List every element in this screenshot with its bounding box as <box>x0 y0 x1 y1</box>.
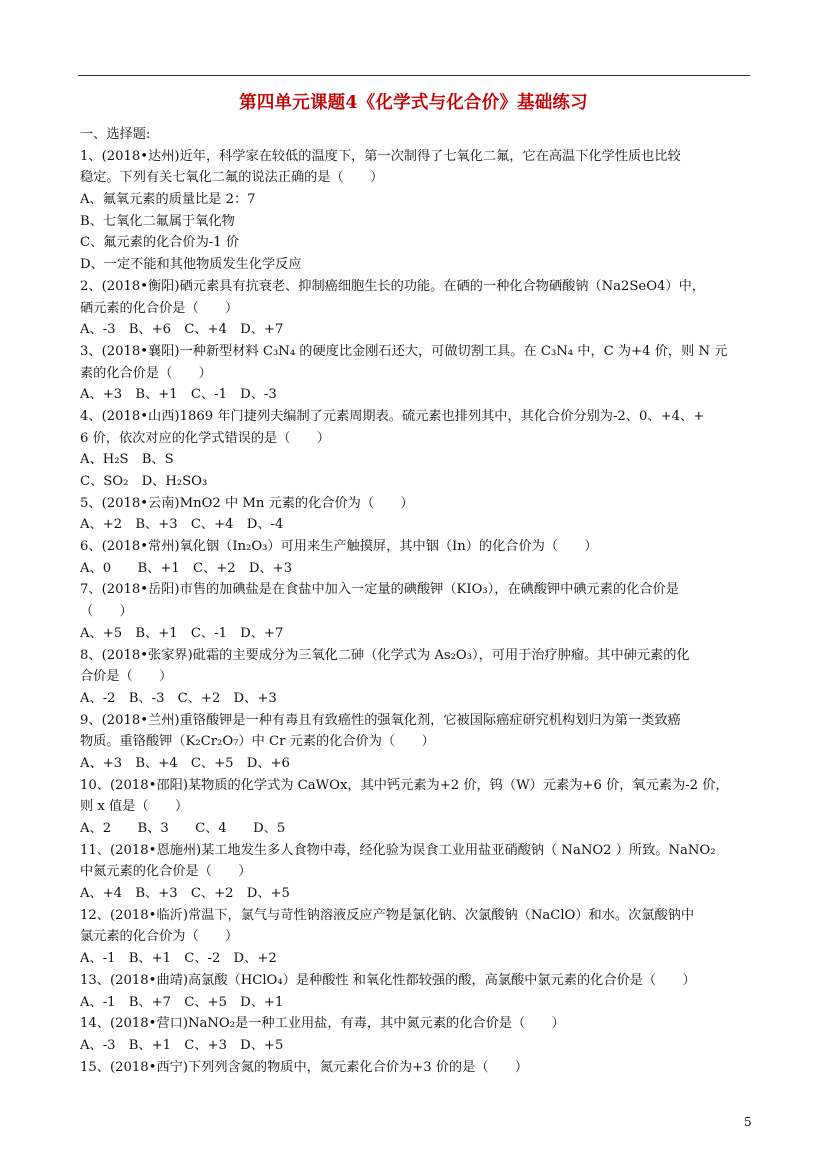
text-line: A、氟氧元素的质量比是 2：7 <box>80 192 256 208</box>
text-line: 物质。重铬酸钾（K₂Cr₂O₇）中 Cr 元素的化合价为（ ） <box>80 734 435 750</box>
text-line: A、-2 B、-3 C、+2 D、+3 <box>80 690 277 706</box>
text-line: 3、(2018•襄阳)一种新型材料 C₃N₄ 的硬度比金刚石还大，可做切割工具。在 C₃N₄ 中，C 为+4 价，则 N 元 <box>80 343 728 359</box>
text-line: 12、(2018•临沂)常温下，氯气与苛性钠溶液反应产物是氯化钠、次氯酸钠（NaClO）和水。次氯酸钠中 <box>80 907 695 923</box>
text-line: 稳定。下列有关七氧化二氟的说法正确的是（ ） <box>80 170 384 186</box>
text-line: （ ） <box>80 604 133 620</box>
text-line: 5、(2018•云南)MnO2 中 Mn 元素的化合价为（ ） <box>80 495 414 511</box>
text-line: A、+5 B、+1 C、-1 D、+7 <box>80 625 284 641</box>
text-line: A、+2 B、+3 C、+4 D、-4 <box>80 517 284 533</box>
text-line: 9、(2018•兰州)重铬酸钾是一种有毒且有致癌性的强氧化剂，它被国际癌症研究机构划归为第一类致癌 <box>80 712 681 728</box>
text-line: 11、(2018•恩施州)某工地发生多人食物中毒，经化验为误食工业用盐亚硝酸钠（ NaNO2 ）所致。NaNO₂ <box>80 842 716 858</box>
text-line: 硒元素的化合价是（ ） <box>80 300 239 316</box>
text-line: C、氟元素的化合价为-1 价 <box>80 235 240 251</box>
text-line: 中氮元素的化合价是（ ） <box>80 864 252 880</box>
text-line: 7、(2018•岳阳)市售的加碘盐是在食盐中加入一定量的碘酸钾（KIO₃），在碘酸钾中碘元素的化合价是 <box>80 582 679 598</box>
text-line: C、SO₂ D、H₂SO₃ <box>80 474 208 489</box>
text-line: A、-1 B、+7 C、+5 D、+1 <box>80 994 284 1010</box>
text-line: 10、(2018•邵阳)某物质的化学式为 CaWOx，其中钙元素为+2 价，钨（W）元素为+6 价，氧元素为-2 价， <box>80 777 729 793</box>
text-line: A、+4 B、+3 C、+2 D、+5 <box>80 886 290 902</box>
page-number: 5 <box>744 1115 752 1129</box>
text-line: 氯元素的化合价为（ ） <box>80 929 239 945</box>
question-body <box>80 124 752 1078</box>
text-line: 4、(2018•山西)1869 年门捷列夫编制了元素周期表。硫元素也排列其中，其化合价分别为-2、0、+4、+ <box>80 408 705 424</box>
text-line: A、+3 B、+1 C、-1 D、-3 <box>80 387 277 403</box>
text-line: B、七氧化二氟属于氧化物 <box>80 213 235 229</box>
text-line: A、+3 B、+4 C、+5 D、+6 <box>80 755 290 771</box>
text-line: 13、(2018•曲靖)高氯酸（HClO₄）是种酸性 和氧化性都较强的酸，高氯酸中氯元素的化合价是（ ） <box>80 972 696 988</box>
text-line: A、H₂S B、S <box>80 452 174 468</box>
text-line: 6、(2018•常州)氧化铟（In₂O₃）可用来生产触摸屏，其中铟（In）的化合价为（ ） <box>80 539 598 555</box>
page-title: 第四单元课题4《化学式与化合价》基础练习 <box>239 93 588 113</box>
text-line: 一、选择题: <box>80 127 151 142</box>
text-line: A、-3 B、+6 C、+4 D、+7 <box>80 322 284 338</box>
header-rule <box>78 75 750 76</box>
text-line: 6 价，依次对应的化学式错误的是（ ） <box>80 430 330 446</box>
text-line: 14、(2018•营口)NaNO₂是一种工业用盐，有毒，其中氮元素的化合价是（ ） <box>80 1016 565 1032</box>
text-line: A、2 B、3 C、4 D、5 <box>80 821 286 836</box>
text-line: 1、(2018•达州)近年，科学家在较低的温度下，第一次制得了七氧化二氟，它在高温下化学性质也比较 <box>80 148 681 164</box>
text-line: 2、(2018•衡阳)硒元素具有抗衰老、抑制癌细胞生长的功能。在硒的一种化合物硒酸钠（Na2SeO4）中， <box>80 278 705 294</box>
text-line: 15、(2018•西宁)下列列含氮的物质中，氮元素化合价为+3 价的是（ ） <box>80 1059 529 1075</box>
text-line: 8、(2018•张家界)砒霜的主要成分为三氧化二砷（化学式为 As₂O₃），可用于治疗肿瘤。其中砷元素的化 <box>80 647 690 663</box>
text-line: A、0 B、+1 C、+2 D、+3 <box>80 560 293 576</box>
text-line: 则 x 值是（ ） <box>80 799 189 815</box>
text-line: A、-3 B、+1 C、+3 D、+5 <box>80 1037 284 1053</box>
text-line: 合价是（ ） <box>80 669 173 685</box>
text-line: D、一定不能和其他物质发生化学反应 <box>80 257 302 273</box>
text-line: 素的化合价是（ ） <box>80 365 212 381</box>
text-line: A、-1 B、+1 C、-2 D、+2 <box>80 951 277 967</box>
